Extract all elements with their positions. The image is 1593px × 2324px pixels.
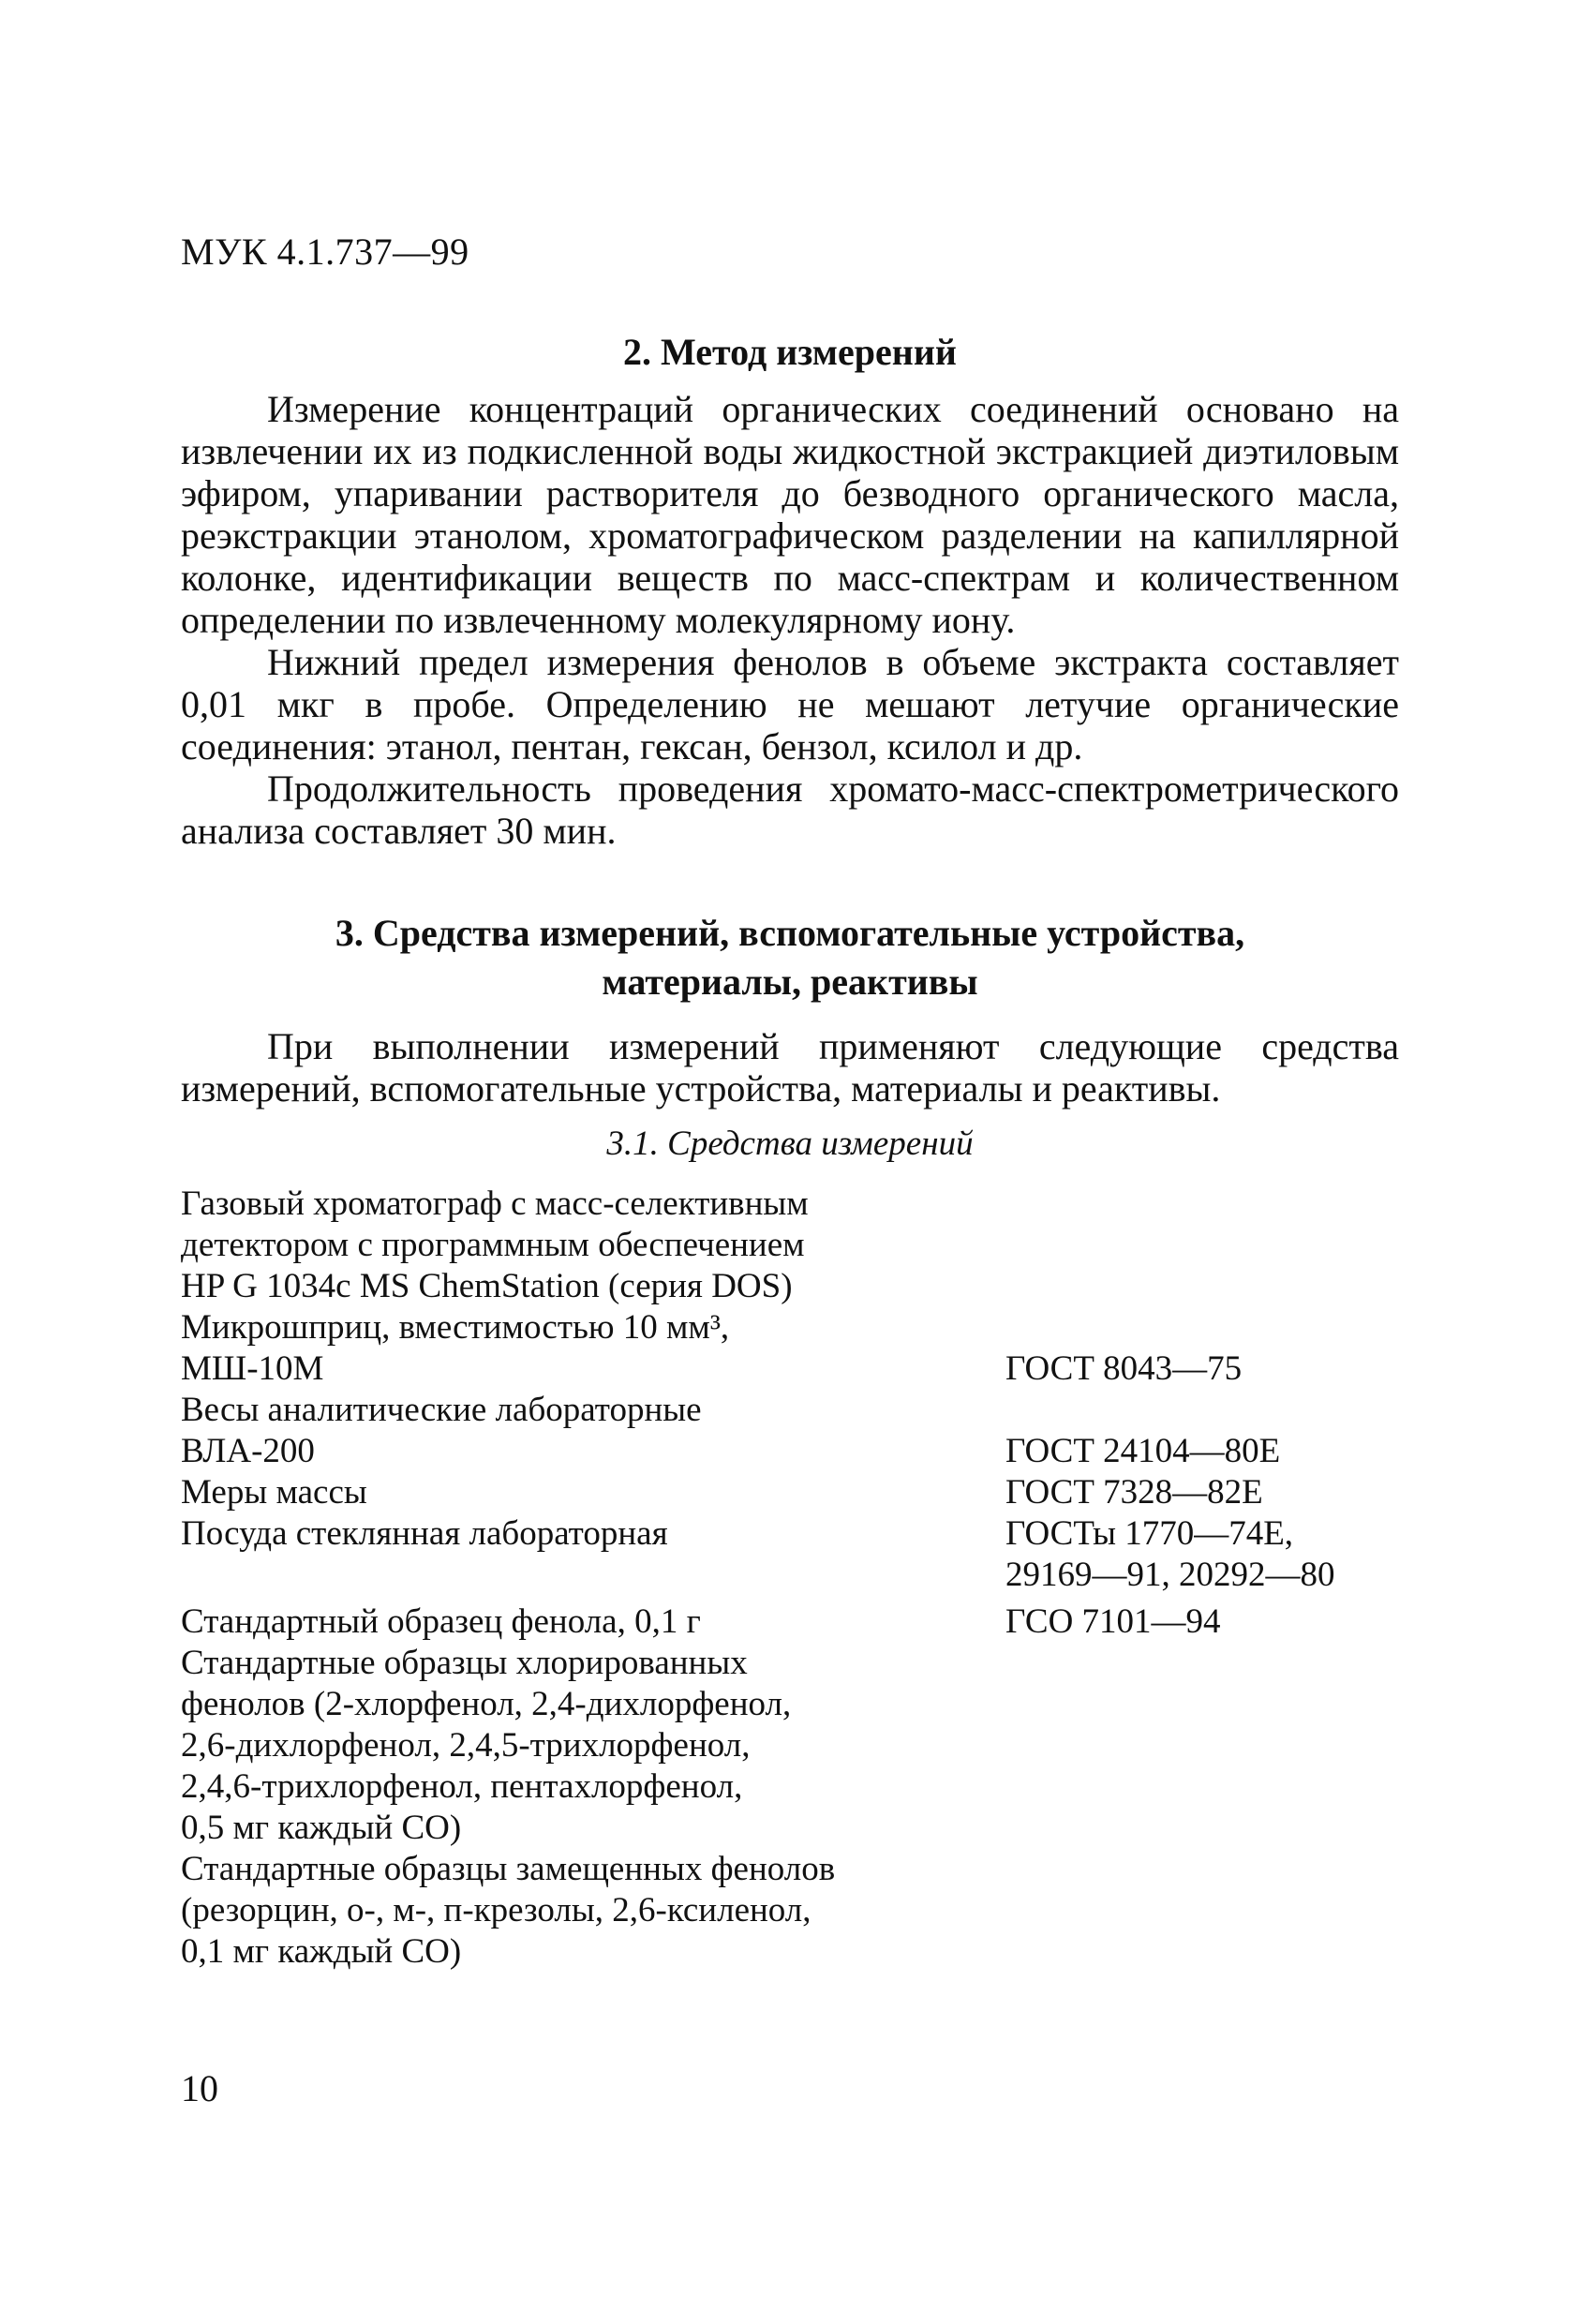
section-2 [181,328,1399,852]
section-3 [181,909,1399,1165]
instrument-name: Стандартный образец фенола, 0,1 г [181,1602,701,1641]
instrument-name: 0,5 мг каждый СО) [181,1809,462,1847]
standard-reference: ГСО 7101—94 [1005,1602,1221,1641]
instrument-name: Посуда стеклянная лабораторная [181,1514,668,1553]
standard-reference [1005,1725,1399,1766]
instrument-name: Стандартные образцы хлорированных [181,1644,748,1682]
section-2-paragraph-3: Продолжительность проведения хромато-масс-спектрометрического анализа составляет 30 мин. [181,767,1399,852]
section-2-paragraph-1: Измерение концентраций органических соединений основано на извлечении их из подкисленной воды жидкостной экстракцией диэтиловым эфиром, упаривании растворителя до безводного органического масла, реэкстракции этанолом, хроматографическом разделении на капиллярной колонке, идентификации веществ по масс-спектрам и количественном определении по извлеченному молекулярному иону. [181,388,1399,641]
list-row [181,1766,1399,1808]
list-row [181,1348,1399,1390]
instrument-name: Газовый хроматограф с масс-селективным [181,1184,809,1223]
instruments-list [181,1184,1399,1973]
instrument-name: 0,1 мг каждый СО) [181,1932,462,1971]
instrument-name: HP G 1034c MS ChemStation (серия DOS) [181,1267,793,1305]
instrument-name [181,1555,987,1596]
section-3-title-line-1: 3. Средства измерений, вспомогательные устройства, [335,912,1245,954]
list-row [181,1225,1399,1266]
standard-reference [1005,1184,1399,1225]
list-row [181,1849,1399,1890]
standard-reference [1005,1890,1399,1931]
section-3-intro: При выполнении измерений применяют следующие средства измерений, вспомогательные устройства, материалы и реактивы. [181,1025,1399,1110]
instrument-name: 2,6-дихлорфенол, 2,4,5-трихлорфенол, [181,1726,751,1765]
list-row [181,1184,1399,1225]
list-row [181,1725,1399,1766]
instrument-name: фенолов (2-хлорфенол, 2,4-дихлорфенол, [181,1685,792,1723]
list-row [181,1472,1399,1513]
list-row [181,1555,1399,1596]
standard-reference [1005,1684,1399,1725]
standard-reference [1005,1390,1399,1431]
standard-reference [1005,1225,1399,1266]
standard-reference: ГОСТы 1770—74Е, [1005,1514,1294,1553]
standard-reference: ГОСТ 8043—75 [1005,1349,1243,1388]
instrument-name: (резорцин, о-, м-, п-крезолы, 2,6-ксиленол, [181,1891,811,1929]
subsection-3-1-title: 3.1. Средства измерений [606,1125,974,1163]
standard-reference [1005,1931,1399,1973]
section-2-paragraph-2: Нижний предел измерения фенолов в объеме экстракта составляет 0,01 мкг в пробе. Определению не мешают летучие органические соединения: этанол, пентан, гексан, бензол, ксилол и др. [181,641,1399,767]
section-3-title-line-2: материалы, реактивы [602,961,978,1003]
standard-reference [1005,1307,1399,1348]
section-2-title: 2. Метод измерений [623,331,957,373]
list-row [181,1266,1399,1307]
list-row [181,1643,1399,1684]
document-code: МУК 4.1.737—99 [181,231,469,273]
list-row [181,1890,1399,1931]
instrument-name: 2,4,6-трихлорфенол, пентахлорфенол, [181,1767,743,1806]
standard-reference: 29169—91, 20292—80 [1005,1556,1335,1594]
list-row [181,1390,1399,1431]
standard-reference [1005,1808,1399,1849]
list-row [181,1931,1399,1973]
instrument-name: Микрошприц, вместимостью 10 мм³, [181,1308,730,1347]
standard-reference: ГОСТ 7328—82Е [1005,1473,1263,1512]
standard-reference [1005,1766,1399,1808]
instrument-name: Стандартные образцы замещенных фенолов [181,1850,836,1888]
page-number: 10 [181,2067,218,2109]
instrument-name: ВЛА-200 [181,1432,315,1470]
standard-reference [1005,1266,1399,1307]
instrument-name: детектором с программным обеспечением [181,1226,805,1264]
list-row [181,1601,1399,1643]
list-row [181,1307,1399,1348]
list-row [181,1808,1399,1849]
list-row [181,1431,1399,1472]
list-row [181,1513,1399,1555]
list-row [181,1684,1399,1725]
standard-reference: ГОСТ 24104—80Е [1005,1432,1281,1470]
standard-reference [1005,1849,1399,1890]
standard-reference [1005,1643,1399,1684]
instrument-name: МШ-10М [181,1349,324,1388]
instrument-name: Меры массы [181,1473,367,1512]
instrument-name: Весы аналитические лабораторные [181,1391,702,1429]
